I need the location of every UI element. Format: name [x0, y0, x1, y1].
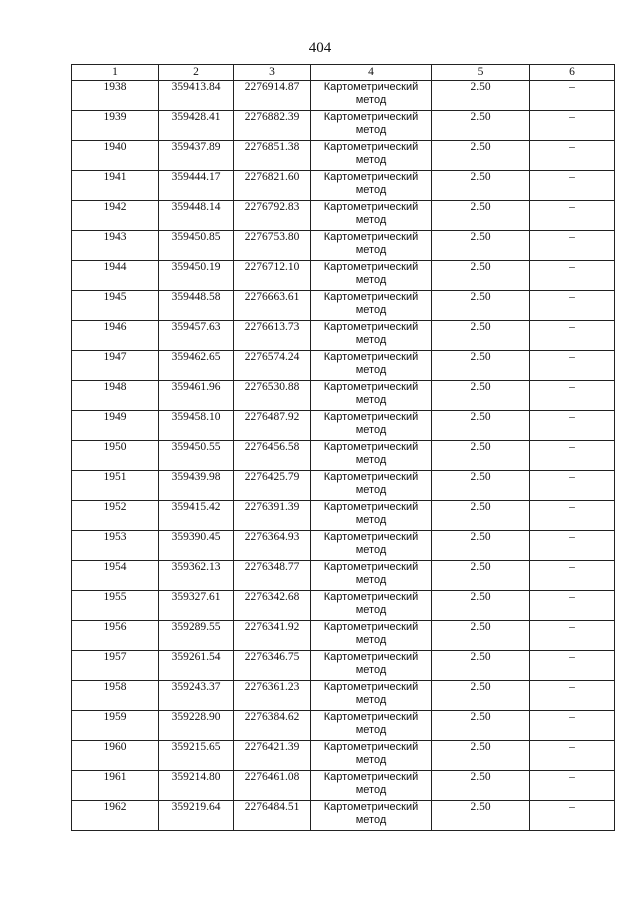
note-dash: – [530, 501, 615, 531]
coordinate-x: 359444.17 [159, 171, 234, 201]
accuracy-value: 2.50 [432, 411, 530, 441]
coordinate-y: 2276364.93 [234, 531, 311, 561]
accuracy-value: 2.50 [432, 681, 530, 711]
coordinate-x: 359448.14 [159, 201, 234, 231]
coordinate-y: 2276821.60 [234, 171, 311, 201]
coordinate-x: 359261.54 [159, 651, 234, 681]
table-row [72, 741, 615, 771]
table-row [72, 651, 615, 681]
point-number: 1950 [72, 441, 159, 471]
point-number: 1942 [72, 201, 159, 231]
accuracy-value: 2.50 [432, 471, 530, 501]
note-dash: – [530, 81, 615, 111]
accuracy-value: 2.50 [432, 801, 530, 831]
table-row [72, 141, 615, 171]
method-cell [311, 111, 432, 141]
coordinate-x: 359450.85 [159, 231, 234, 261]
method-line-1: Картометрический [323, 741, 419, 753]
column-header-5: 5 [432, 65, 530, 81]
note-dash: – [530, 411, 615, 441]
point-number: 1956 [72, 621, 159, 651]
method-line-2: метод [355, 574, 387, 586]
table-row [72, 501, 615, 531]
column-header-3: 3 [234, 65, 311, 81]
table-row [72, 231, 615, 261]
method-line-1: Картометрический [323, 381, 419, 393]
coordinate-y: 2276712.10 [234, 261, 311, 291]
accuracy-value: 2.50 [432, 441, 530, 471]
method-cell [311, 531, 432, 561]
coordinate-y: 2276384.62 [234, 711, 311, 741]
point-number: 1941 [72, 171, 159, 201]
method-line-1: Картометрический [323, 351, 419, 363]
coordinate-x: 359228.90 [159, 711, 234, 741]
table-row [72, 351, 615, 381]
method-line-1: Картометрический [323, 141, 419, 153]
coordinate-x: 359439.98 [159, 471, 234, 501]
method-cell [311, 801, 432, 831]
coordinate-x: 359457.63 [159, 321, 234, 351]
coordinate-y: 2276461.08 [234, 771, 311, 801]
method-line-1: Картометрический [323, 651, 419, 663]
coordinate-x: 359362.13 [159, 561, 234, 591]
method-line-2: метод [355, 214, 387, 226]
method-cell [311, 171, 432, 201]
point-number: 1959 [72, 711, 159, 741]
accuracy-value: 2.50 [432, 81, 530, 111]
method-line-1: Картометрический [323, 171, 419, 183]
coordinate-x: 359413.84 [159, 81, 234, 111]
method-cell [311, 201, 432, 231]
note-dash: – [530, 321, 615, 351]
method-line-1: Картометрический [323, 801, 419, 813]
coordinate-x: 359243.37 [159, 681, 234, 711]
point-number: 1952 [72, 501, 159, 531]
point-number: 1944 [72, 261, 159, 291]
note-dash: – [530, 351, 615, 381]
accuracy-value: 2.50 [432, 171, 530, 201]
method-line-2: метод [355, 94, 387, 106]
note-dash: – [530, 141, 615, 171]
coordinate-y: 2276342.68 [234, 591, 311, 621]
method-line-1: Картометрический [323, 621, 419, 633]
coordinate-y: 2276421.39 [234, 741, 311, 771]
coordinate-y: 2276425.79 [234, 471, 311, 501]
note-dash: – [530, 771, 615, 801]
method-line-2: метод [355, 814, 387, 826]
point-number: 1957 [72, 651, 159, 681]
table-row [72, 681, 615, 711]
coordinate-x: 359462.65 [159, 351, 234, 381]
table-row [72, 201, 615, 231]
note-dash: – [530, 801, 615, 831]
method-cell [311, 591, 432, 621]
note-dash: – [530, 531, 615, 561]
coordinates-table [71, 64, 615, 831]
method-cell [311, 81, 432, 111]
column-header-4: 4 [311, 65, 432, 81]
method-line-1: Картометрический [323, 261, 419, 273]
method-line-1: Картометрический [323, 561, 419, 573]
method-line-2: метод [355, 664, 387, 676]
coordinate-x: 359458.10 [159, 411, 234, 441]
accuracy-value: 2.50 [432, 291, 530, 321]
method-line-2: метод [355, 304, 387, 316]
accuracy-value: 2.50 [432, 501, 530, 531]
accuracy-value: 2.50 [432, 141, 530, 171]
method-cell [311, 261, 432, 291]
point-number: 1955 [72, 591, 159, 621]
coordinate-x: 359461.96 [159, 381, 234, 411]
method-line-1: Картометрический [323, 111, 419, 123]
point-number: 1945 [72, 291, 159, 321]
coordinate-y: 2276341.92 [234, 621, 311, 651]
point-number: 1960 [72, 741, 159, 771]
note-dash: – [530, 741, 615, 771]
point-number: 1940 [72, 141, 159, 171]
method-line-2: метод [355, 274, 387, 286]
accuracy-value: 2.50 [432, 591, 530, 621]
method-line-2: метод [355, 424, 387, 436]
coordinate-x: 359448.58 [159, 291, 234, 321]
coordinate-x: 359450.55 [159, 441, 234, 471]
method-line-1: Картометрический [323, 681, 419, 693]
table-row [72, 81, 615, 111]
column-header-1: 1 [72, 65, 159, 81]
column-header-6: 6 [530, 65, 615, 81]
note-dash: – [530, 171, 615, 201]
accuracy-value: 2.50 [432, 531, 530, 561]
coordinate-y: 2276487.92 [234, 411, 311, 441]
method-line-2: метод [355, 694, 387, 706]
method-line-2: метод [355, 454, 387, 466]
method-line-2: метод [355, 754, 387, 766]
method-cell [311, 351, 432, 381]
method-cell [311, 411, 432, 441]
point-number: 1938 [72, 81, 159, 111]
coordinate-y: 2276792.83 [234, 201, 311, 231]
note-dash: – [530, 561, 615, 591]
coordinate-x: 359215.65 [159, 741, 234, 771]
coordinate-x: 359214.80 [159, 771, 234, 801]
method-cell [311, 621, 432, 651]
note-dash: – [530, 201, 615, 231]
coordinate-x: 359415.42 [159, 501, 234, 531]
method-line-2: метод [355, 544, 387, 556]
table-row [72, 381, 615, 411]
table-row [72, 411, 615, 441]
coordinate-x: 359450.19 [159, 261, 234, 291]
method-cell [311, 471, 432, 501]
accuracy-value: 2.50 [432, 351, 530, 381]
method-line-2: метод [355, 604, 387, 616]
method-cell [311, 561, 432, 591]
table-row [72, 261, 615, 291]
method-line-1: Картометрический [323, 321, 419, 333]
method-line-2: метод [355, 514, 387, 526]
coordinate-x: 359390.45 [159, 531, 234, 561]
method-cell [311, 321, 432, 351]
table-row [72, 711, 615, 741]
table-header-row [72, 65, 615, 81]
table-row [72, 531, 615, 561]
table-row [72, 801, 615, 831]
note-dash: – [530, 711, 615, 741]
table-row [72, 471, 615, 501]
coordinate-y: 2276361.23 [234, 681, 311, 711]
table-row [72, 771, 615, 801]
point-number: 1939 [72, 111, 159, 141]
method-cell [311, 501, 432, 531]
table-row [72, 591, 615, 621]
method-line-1: Картометрический [323, 81, 419, 93]
note-dash: – [530, 471, 615, 501]
method-cell [311, 441, 432, 471]
accuracy-value: 2.50 [432, 711, 530, 741]
accuracy-value: 2.50 [432, 741, 530, 771]
coordinate-x: 359428.41 [159, 111, 234, 141]
coordinate-y: 2276914.87 [234, 81, 311, 111]
method-line-1: Картометрический [323, 591, 419, 603]
note-dash: – [530, 231, 615, 261]
coordinate-y: 2276753.80 [234, 231, 311, 261]
point-number: 1961 [72, 771, 159, 801]
method-line-2: метод [355, 244, 387, 256]
point-number: 1947 [72, 351, 159, 381]
coordinate-x: 359289.55 [159, 621, 234, 651]
accuracy-value: 2.50 [432, 771, 530, 801]
point-number: 1958 [72, 681, 159, 711]
note-dash: – [530, 681, 615, 711]
page-number: 404 [308, 40, 332, 56]
method-line-2: метод [355, 184, 387, 196]
method-line-1: Картометрический [323, 711, 419, 723]
method-line-2: метод [355, 634, 387, 646]
table-row [72, 621, 615, 651]
accuracy-value: 2.50 [432, 381, 530, 411]
point-number: 1948 [72, 381, 159, 411]
note-dash: – [530, 291, 615, 321]
coordinate-y: 2276456.58 [234, 441, 311, 471]
table-row [72, 441, 615, 471]
note-dash: – [530, 381, 615, 411]
note-dash: – [530, 591, 615, 621]
coordinate-y: 2276484.51 [234, 801, 311, 831]
table-row [72, 561, 615, 591]
method-cell [311, 711, 432, 741]
method-line-1: Картометрический [323, 411, 419, 423]
coordinate-y: 2276574.24 [234, 351, 311, 381]
coordinate-y: 2276348.77 [234, 561, 311, 591]
coordinate-y: 2276882.39 [234, 111, 311, 141]
coordinate-x: 359327.61 [159, 591, 234, 621]
point-number: 1954 [72, 561, 159, 591]
accuracy-value: 2.50 [432, 651, 530, 681]
method-line-2: метод [355, 334, 387, 346]
coordinate-x: 359437.89 [159, 141, 234, 171]
accuracy-value: 2.50 [432, 111, 530, 141]
method-cell [311, 651, 432, 681]
note-dash: – [530, 111, 615, 141]
method-line-2: метод [355, 124, 387, 136]
method-cell [311, 771, 432, 801]
coordinate-y: 2276613.73 [234, 321, 311, 351]
accuracy-value: 2.50 [432, 231, 530, 261]
method-line-1: Картометрический [323, 231, 419, 243]
note-dash: – [530, 261, 615, 291]
method-cell [311, 231, 432, 261]
coordinate-y: 2276346.75 [234, 651, 311, 681]
table-row [72, 111, 615, 141]
method-line-1: Картометрический [323, 771, 419, 783]
method-line-2: метод [355, 364, 387, 376]
coordinate-y: 2276391.39 [234, 501, 311, 531]
method-line-2: метод [355, 154, 387, 166]
coordinate-x: 359219.64 [159, 801, 234, 831]
accuracy-value: 2.50 [432, 621, 530, 651]
note-dash: – [530, 621, 615, 651]
method-line-2: метод [355, 484, 387, 496]
coordinate-y: 2276663.61 [234, 291, 311, 321]
note-dash: – [530, 441, 615, 471]
point-number: 1962 [72, 801, 159, 831]
method-cell [311, 141, 432, 171]
method-line-2: метод [355, 394, 387, 406]
point-number: 1951 [72, 471, 159, 501]
method-line-2: метод [355, 784, 387, 796]
accuracy-value: 2.50 [432, 261, 530, 291]
coordinate-y: 2276851.38 [234, 141, 311, 171]
point-number: 1943 [72, 231, 159, 261]
table-row [72, 171, 615, 201]
note-dash: – [530, 651, 615, 681]
column-header-2: 2 [159, 65, 234, 81]
method-line-1: Картометрический [323, 531, 419, 543]
accuracy-value: 2.50 [432, 201, 530, 231]
method-line-1: Картометрический [323, 441, 419, 453]
point-number: 1953 [72, 531, 159, 561]
method-line-1: Картометрический [323, 291, 419, 303]
method-line-1: Картометрический [323, 471, 419, 483]
accuracy-value: 2.50 [432, 561, 530, 591]
point-number: 1949 [72, 411, 159, 441]
point-number: 1946 [72, 321, 159, 351]
method-line-2: метод [355, 724, 387, 736]
method-cell [311, 681, 432, 711]
table-body [72, 81, 615, 831]
method-line-1: Картометрический [323, 501, 419, 513]
method-cell [311, 381, 432, 411]
table-row [72, 291, 615, 321]
method-cell [311, 741, 432, 771]
coordinate-y: 2276530.88 [234, 381, 311, 411]
method-cell [311, 291, 432, 321]
method-line-1: Картометрический [323, 201, 419, 213]
table-row [72, 321, 615, 351]
accuracy-value: 2.50 [432, 321, 530, 351]
